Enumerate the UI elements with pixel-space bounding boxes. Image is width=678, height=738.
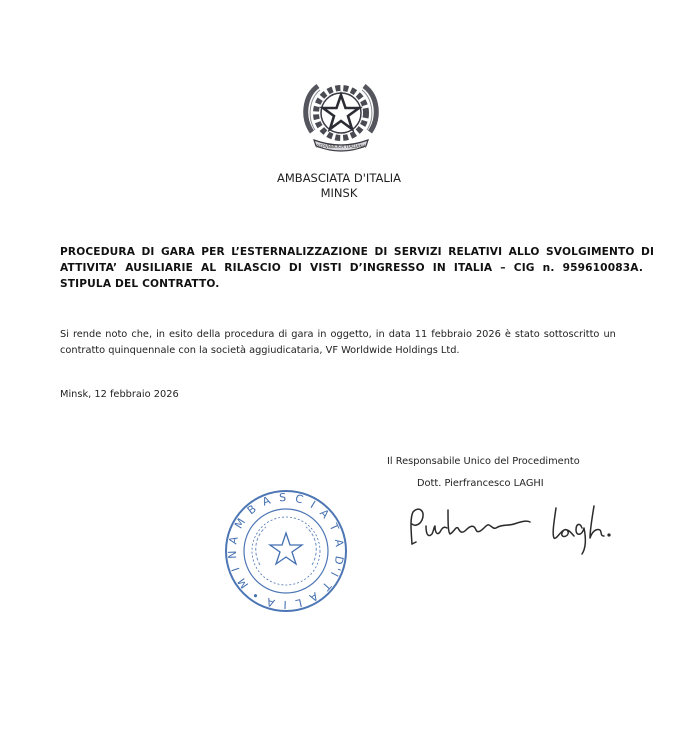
signatory-role: Il Responsabile Unico del Procedimento	[387, 456, 580, 467]
document-title-line-3: STIPULA DEL CONTRATTO.	[60, 278, 220, 290]
republic-emblem	[298, 72, 384, 158]
body-text-line-1: Si rende noto che, in esito della procedura di gara in oggetto, in data 11 febbraio 2026 è stato sottoscritto un	[60, 329, 616, 340]
body-text-line-2: contratto quinquennale con la società aggiudicataria, VF Worldwide Holdings Ltd.	[60, 345, 460, 356]
date-place: Minsk, 12 febbraio 2026	[60, 389, 179, 400]
document-title-line-1: PROCEDURA DI GARA PER L’ESTERNALIZZAZIONE DI SERVIZI RELATIVI ALLO SVOLGIMENTO DI	[60, 246, 655, 258]
signatory-name: Dott. Pierfrancesco LAGHI	[417, 478, 544, 489]
svg-text:REPVBBLICA ITALIANA: REPVBBLICA ITALIANA	[316, 145, 366, 150]
embassy-city: MINSK	[320, 186, 358, 200]
embassy-stamp	[222, 487, 350, 615]
handwritten-signature	[404, 500, 624, 558]
document-title-line-2: ATTIVITA’ AUSILIARIE AL RILASCIO DI VISTI D’INGRESSO IN ITALIA – CIG n. 959610083A.	[60, 262, 643, 274]
embassy-name: AMBASCIATA D'ITALIA	[277, 171, 401, 185]
svg-text:A M B A S C I A T A D'I T A L: A M B A S C I A T A D'I T A L I A • M I N	[225, 490, 347, 612]
